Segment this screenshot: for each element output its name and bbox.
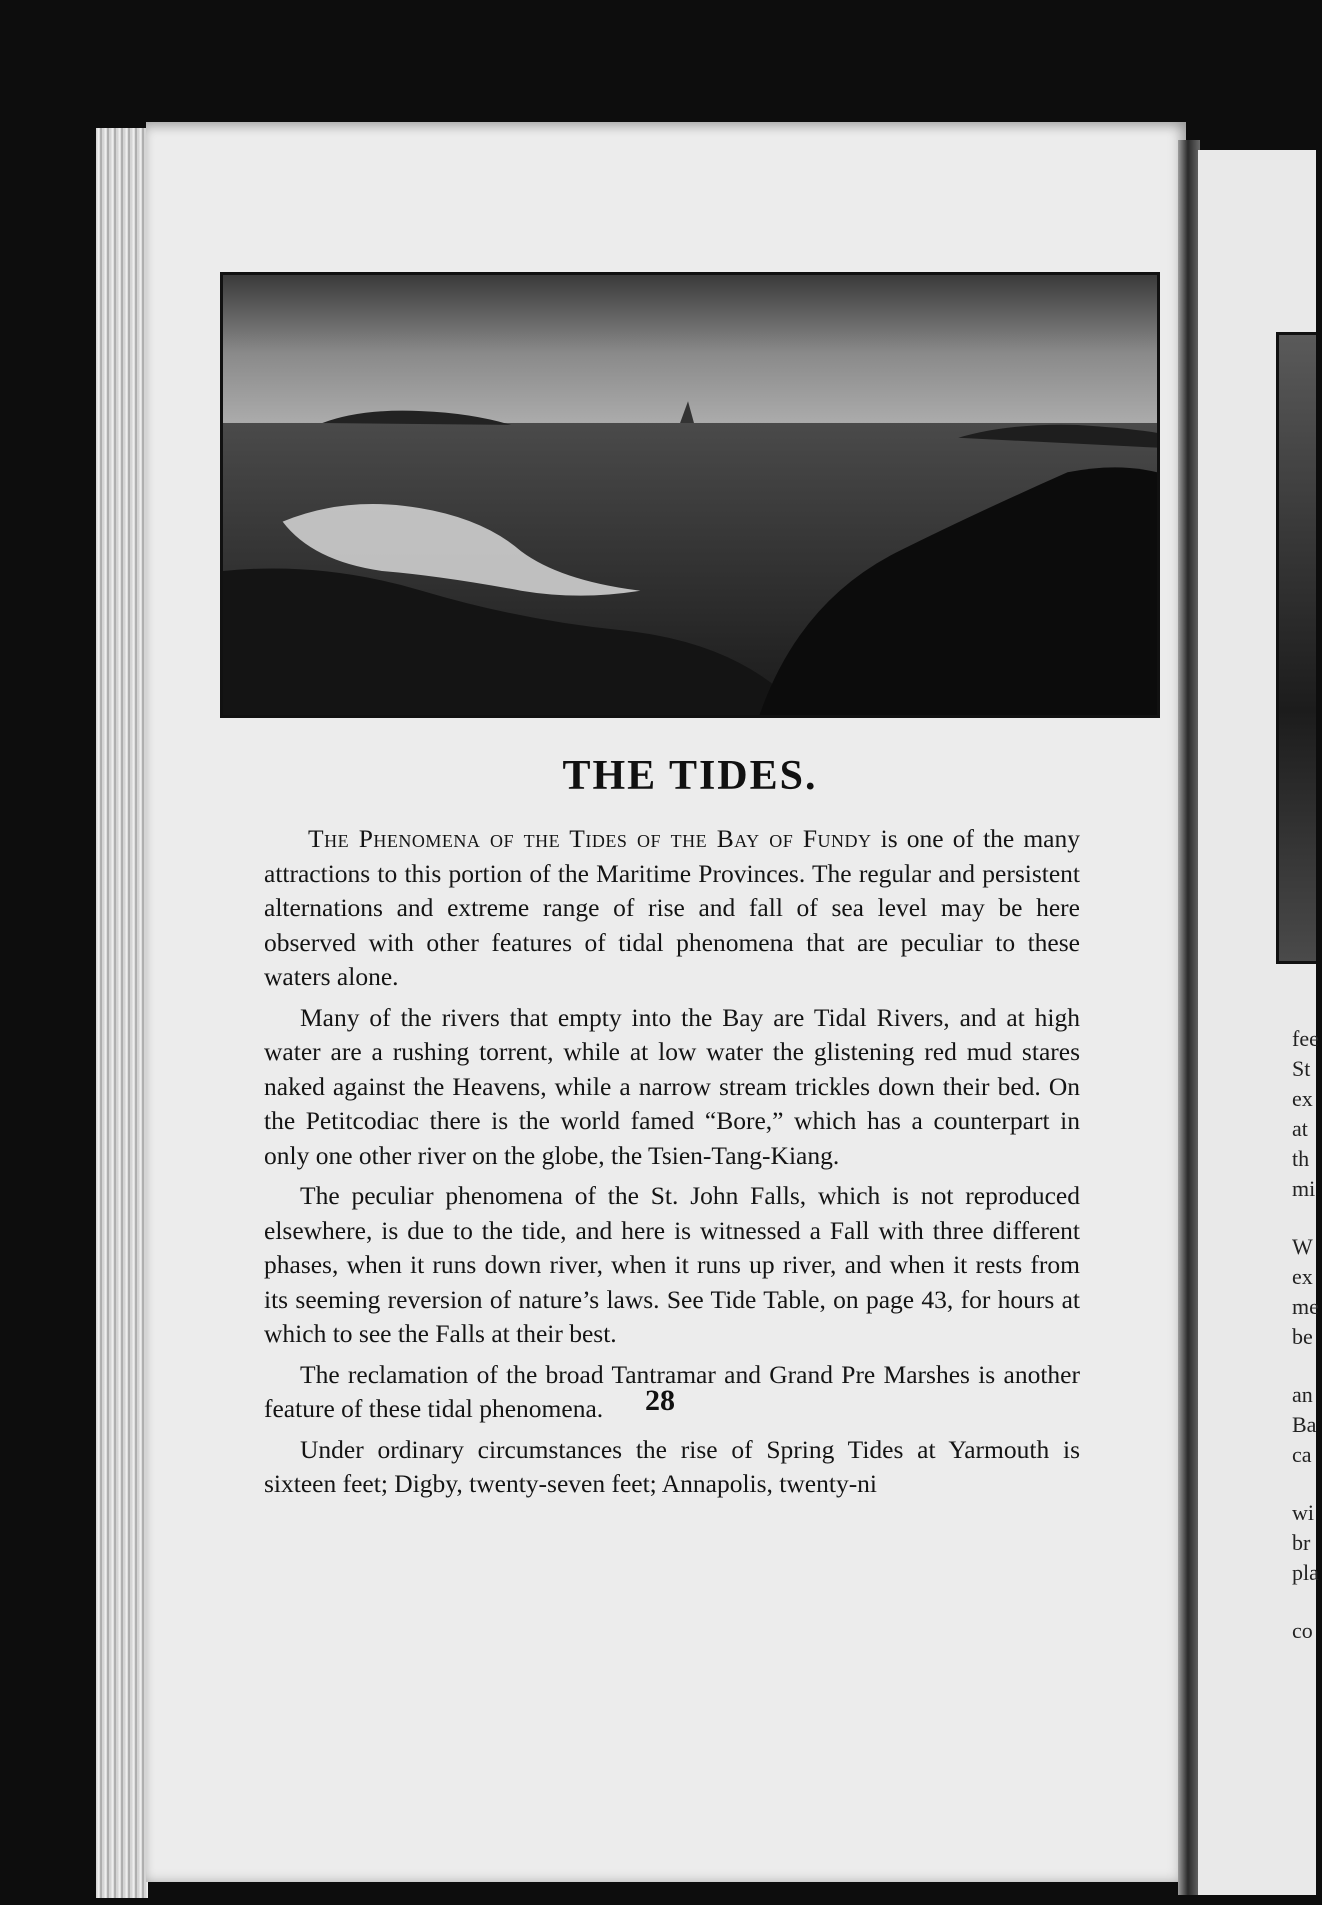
facing-page-photo	[1276, 332, 1316, 964]
seascape-illustration	[223, 275, 1157, 715]
paragraph: Many of the rivers that empty into the Bay are Tidal Rivers, and at high water are a rushing torrent, while at low water the glistening red mud stares naked against the Heavens, while a narrow stream trickles down their bed. On the Petitcodiac there is the world famed “Bore,” which has a counterpart in only one other river on the globe, the Tsien-Tang-Kiang.	[264, 1002, 1080, 1170]
text-fragment: th	[1292, 1146, 1310, 1171]
text-fragment: br	[1292, 1530, 1311, 1555]
fragment-gap	[1292, 1352, 1322, 1380]
text-fragment: ex	[1292, 1086, 1313, 1111]
text-fragment: St	[1292, 1056, 1311, 1081]
book-gutter	[1178, 140, 1200, 1895]
text-fragment: an	[1292, 1382, 1313, 1407]
text-fragment: be	[1292, 1324, 1313, 1349]
fragment-gap	[1292, 1470, 1322, 1498]
facing-page-text-fragments	[1292, 1024, 1322, 1646]
text-fragment: ex	[1292, 1264, 1313, 1289]
paragraph: The reclamation of the broad Tantramar and Grand Pre Marshes is another feature of these tidal phenomena.	[264, 1359, 1080, 1423]
text-fragment: W	[1292, 1234, 1313, 1259]
text-fragment: wi	[1292, 1500, 1314, 1525]
text-fragment: ca	[1292, 1442, 1312, 1467]
paragraph: Under ordinary circumstances the rise of Spring Tides at Yarmouth is sixteen feet; Digby, twenty-seven feet; Annapolis, twenty-ni	[264, 1434, 1080, 1498]
paragraph-lead: The Phenomena of the Tides of the Bay of Fundy	[308, 824, 872, 853]
paragraph	[264, 822, 1080, 995]
text-fragment: Ba	[1292, 1412, 1317, 1437]
text-fragment: me	[1292, 1294, 1319, 1319]
page-number: 28	[645, 1384, 675, 1417]
book-page-edges	[96, 128, 148, 1898]
paragraph-text: is one of the many attractions to this portion of the Maritime Provinces. The regular and persistent alternations and extreme range of rise and fall of sea level may be here observed with other features of tidal phenomena that are peculiar to these waters alone.	[264, 824, 1081, 991]
paragraph: The peculiar phenomena of the St. John Falls, which is not reproduced elsewhere, is due to the tide, and here is witnessed a Fall with three different phases, when it runs down river, when it runs up river, and when it rests from its seeming reversion of nature’s laws. See Tide Table, on page 43, for hours at which to see the Falls at their best.	[264, 1181, 1080, 1348]
text-fragment: at	[1292, 1116, 1308, 1141]
seascape-photo	[220, 272, 1160, 718]
fragment-gap	[1292, 1204, 1322, 1232]
text-fragment: fee	[1292, 1026, 1319, 1051]
text-fragment: co	[1292, 1618, 1313, 1643]
page-title: THE TIDES.	[562, 753, 818, 799]
text-fragment: pla	[1292, 1560, 1319, 1585]
fragment-gap	[1292, 1588, 1322, 1616]
text-fragment: mi	[1292, 1176, 1316, 1201]
